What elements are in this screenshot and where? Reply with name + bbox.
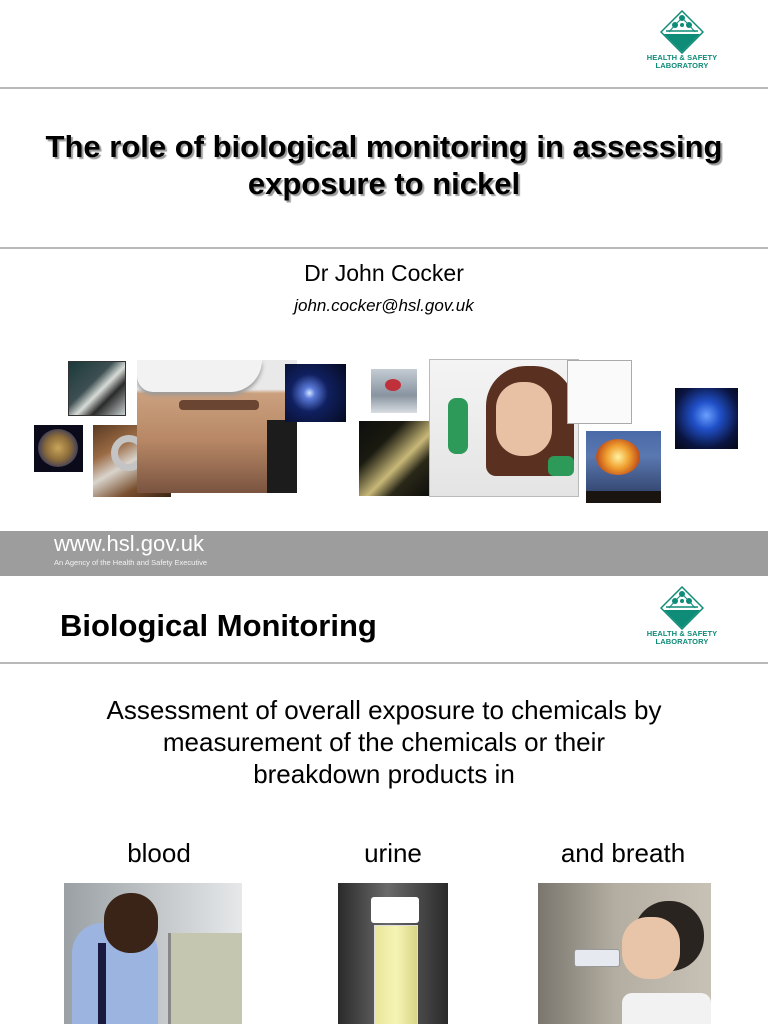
definition-line-3: breakdown products in bbox=[253, 759, 515, 789]
slide-title: Biological Monitoring bbox=[60, 608, 377, 643]
hsl-logo bbox=[642, 586, 722, 646]
footer-band bbox=[0, 531, 768, 576]
presentation-title bbox=[0, 128, 768, 202]
definition-text bbox=[0, 694, 768, 790]
footer-agency-text: An Agency of the Health and Safety Executive bbox=[54, 558, 208, 567]
logo-text-line1: HEALTH & SAFETY bbox=[646, 53, 718, 62]
petri-dish-photo bbox=[34, 425, 83, 472]
explosion-photo bbox=[586, 431, 661, 503]
hsl-logo-icon bbox=[660, 10, 704, 54]
title-line-2: exposure to nickel bbox=[247, 166, 521, 201]
label-urine: urine bbox=[364, 838, 422, 868]
title-divider bbox=[0, 247, 768, 249]
spine-photo bbox=[359, 421, 435, 496]
scientist-pipette-photo bbox=[429, 359, 579, 497]
author-name: Dr John Cocker bbox=[304, 260, 464, 286]
logo-text-line2: LABORATORY bbox=[655, 61, 709, 70]
breath-sample-photo bbox=[538, 883, 711, 1024]
definition-line-2: measurement of the chemicals or their bbox=[162, 727, 606, 757]
label-breath: and breath bbox=[560, 838, 686, 868]
urine-sample-photo bbox=[338, 883, 448, 1024]
header-divider bbox=[0, 662, 768, 664]
engineer-hard-hat-photo bbox=[137, 360, 297, 493]
label-blood: blood bbox=[127, 838, 191, 868]
hsl-logo bbox=[642, 10, 722, 70]
author-email: john.cocker@hsl.gov.uk bbox=[294, 296, 474, 315]
logo-text-line2: LABORATORY bbox=[655, 637, 709, 646]
title-line-1: The role of biological monitoring in assessing bbox=[45, 129, 723, 164]
slide-biological-monitoring bbox=[0, 576, 768, 1024]
pliers-photo bbox=[68, 361, 126, 416]
logo-text-line1: HEALTH & SAFETY bbox=[646, 629, 718, 638]
lab-frame-photo bbox=[567, 360, 632, 424]
blood-sample-photo bbox=[64, 883, 242, 1024]
neuron-photo bbox=[285, 364, 346, 422]
hsl-logo-icon bbox=[660, 586, 704, 630]
definition-line-1: Assessment of overall exposure to chemicals by bbox=[106, 695, 662, 725]
blue-cells-photo bbox=[675, 388, 738, 449]
footer-website-link[interactable]: www.hsl.gov.uk bbox=[54, 531, 204, 556]
header-divider bbox=[0, 87, 768, 89]
mouse-lab-photo bbox=[371, 369, 417, 413]
